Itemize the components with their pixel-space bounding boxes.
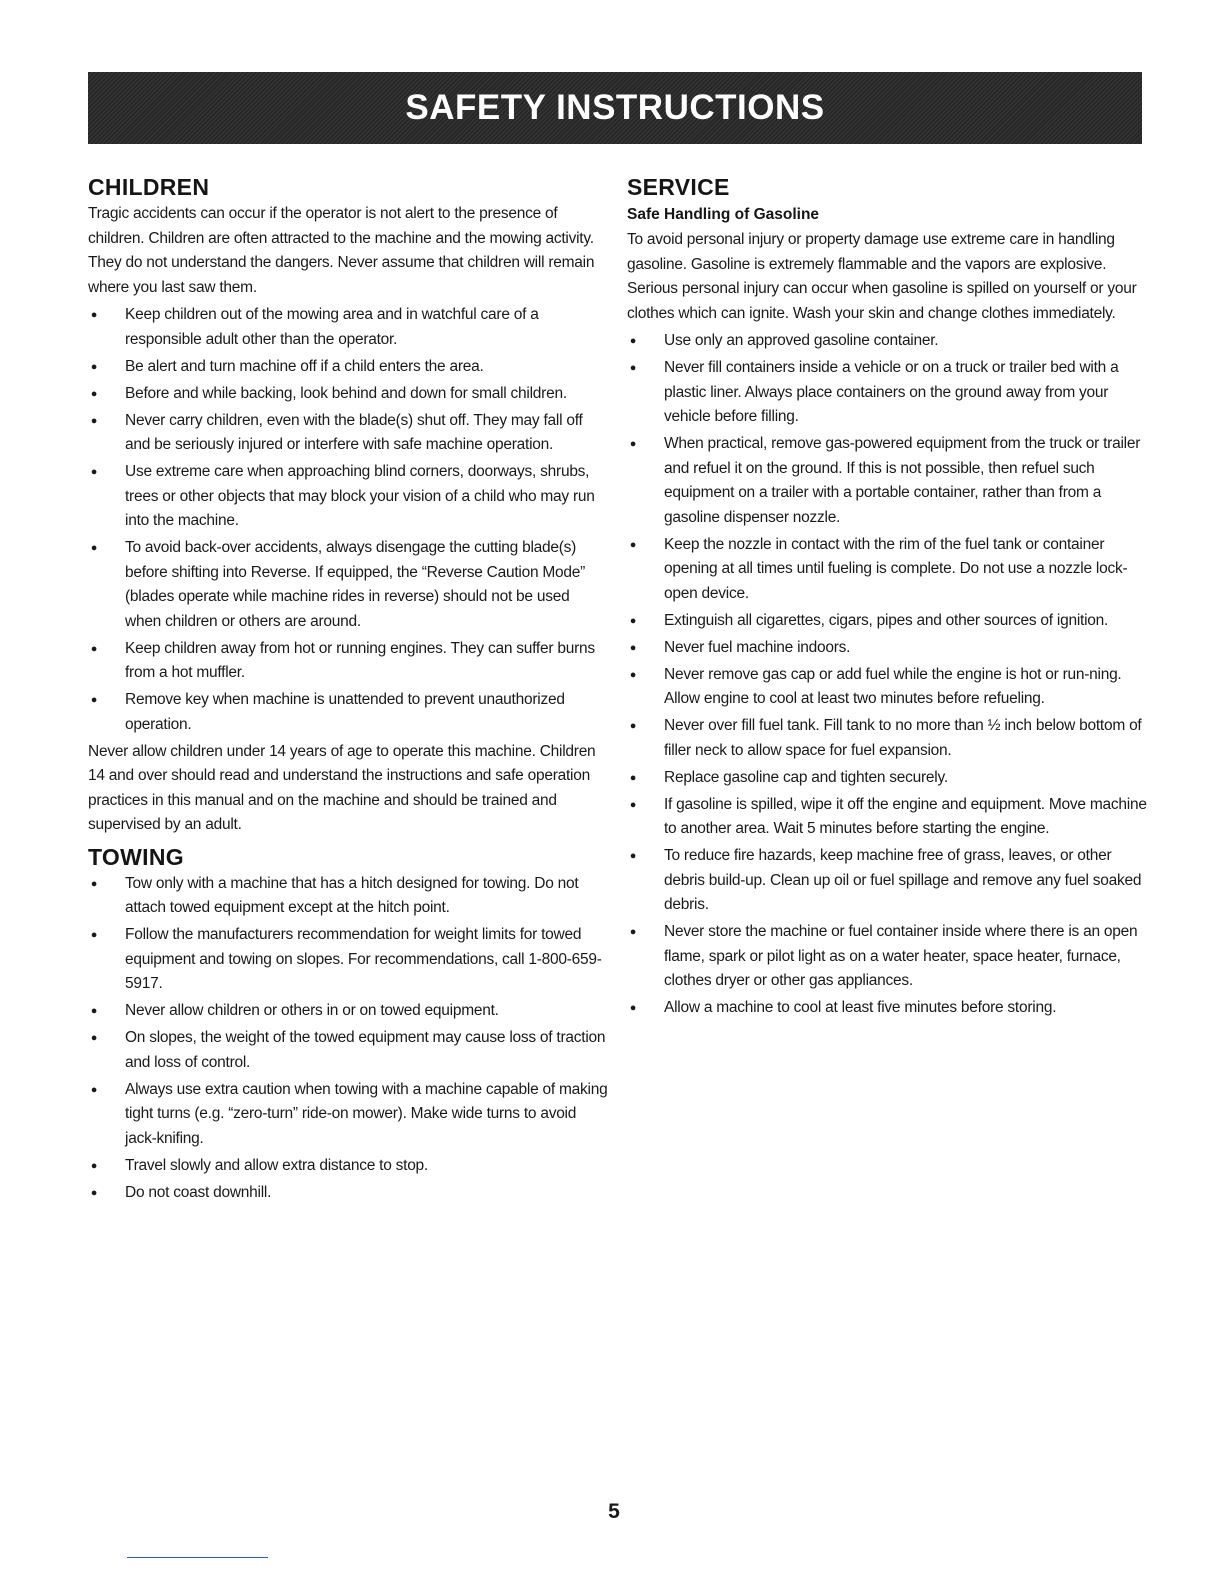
service-bullet-list bbox=[627, 329, 1147, 1021]
list-item-text: Use extreme care when approaching blind corners, doorways, shrubs, trees or other objects that may block your vision of a child who may run into the machine. bbox=[125, 463, 595, 529]
list-item bbox=[627, 636, 1147, 661]
title-banner bbox=[88, 72, 1142, 144]
list-item bbox=[88, 460, 608, 534]
list-item bbox=[627, 533, 1147, 607]
list-item bbox=[88, 1181, 608, 1206]
children-bullet-list bbox=[88, 303, 608, 737]
list-item bbox=[88, 382, 608, 407]
list-item-text: To reduce fire hazards, keep machine free of grass, leaves, or other debris build-up. Clean up oil or fuel spillage and remove any fuel soaked debris. bbox=[664, 847, 1142, 913]
towing-heading: TOWING bbox=[88, 843, 184, 870]
bullet-icon: ● bbox=[90, 877, 98, 890]
list-item-text: Allow a machine to cool at least five minutes before storing. bbox=[664, 999, 1057, 1016]
bullet-icon: ● bbox=[90, 1032, 98, 1044]
bullet-icon: ● bbox=[629, 614, 637, 627]
bullet-icon: ● bbox=[629, 1002, 637, 1014]
list-item-text: Never remove gas cap or add fuel while the engine is hot or run-ning. Allow engine to cool at least two minutes before refueling. bbox=[664, 665, 1122, 707]
bullet-icon: ● bbox=[629, 538, 637, 551]
bullet-icon: ● bbox=[90, 1005, 98, 1017]
list-item-text: Keep the nozzle in contact with the rim of the fuel tank or container opening at all times until fueling is complete. Do not use a nozzle lock-open device. bbox=[664, 535, 1128, 602]
bullet-icon: ● bbox=[629, 798, 637, 811]
children-intro: Tragic accidents can occur if the operator is not alert to the presence of children. Children are often attracted to the machine and the mowing activity. They do not understand the dangers. Never assume that children will remain where you last saw them. bbox=[88, 205, 595, 296]
bullet-icon: ● bbox=[629, 771, 637, 784]
list-item-text: Be alert and turn machine off if a child enters the area. bbox=[125, 357, 484, 375]
list-item-text: Keep children away from hot or running engines. They can suffer burns from a hot muffler. bbox=[125, 639, 595, 681]
list-item bbox=[88, 637, 608, 686]
list-item bbox=[88, 303, 608, 352]
bullet-icon: ● bbox=[90, 1083, 98, 1096]
list-item bbox=[627, 329, 1147, 354]
bullet-icon: ● bbox=[90, 360, 98, 373]
list-item bbox=[88, 536, 608, 634]
list-item bbox=[627, 793, 1147, 842]
list-item-text: Never carry children, even with the blade(s) shut off. They may fall off and be seriously injured or interfere with safe machine operation. bbox=[125, 411, 583, 453]
bullet-icon: ● bbox=[90, 414, 98, 427]
list-item-text: Never fuel machine indoors. bbox=[664, 638, 851, 656]
bullet-icon: ● bbox=[629, 438, 637, 450]
bullet-icon: ● bbox=[629, 720, 637, 732]
left-column bbox=[88, 172, 608, 1208]
list-item bbox=[88, 1078, 608, 1152]
list-item bbox=[627, 356, 1147, 430]
list-item bbox=[88, 1026, 608, 1075]
bullet-icon: ● bbox=[90, 929, 98, 941]
page-number: 5 bbox=[608, 1500, 620, 1523]
bullet-icon: ● bbox=[629, 926, 637, 938]
list-item bbox=[627, 996, 1147, 1021]
list-item bbox=[88, 409, 608, 458]
list-item bbox=[627, 844, 1147, 918]
list-item-text: Before and while backing, look behind and down for small children. bbox=[125, 384, 567, 402]
page-title: SAFETY INSTRUCTIONS bbox=[405, 88, 825, 127]
list-item-text: Never allow children or others in or on towed equipment. bbox=[125, 1002, 499, 1019]
list-item-text: Extinguish all cigarettes, cigars, pipes and other sources of ignition. bbox=[664, 611, 1109, 629]
list-item bbox=[88, 1154, 608, 1179]
list-item-text: Do not coast downhill. bbox=[125, 1183, 272, 1201]
list-item-text: Never fill containers inside a vehicle or on a truck or trailer bed with a plastic liner. Always place containers on the ground away from your vehicle before filling. bbox=[664, 359, 1119, 425]
bullet-icon: ● bbox=[90, 642, 98, 655]
list-item-text: When practical, remove gas-powered equipment from the truck or trailer and refuel it on the ground. If this is not possible, then refuel such equipment on a trailer with a portable container, rather than from a gasoline dispenser nozzle. bbox=[664, 435, 1141, 526]
bullet-icon: ● bbox=[629, 641, 637, 654]
service-subheading: Safe Handling of Gasoline bbox=[627, 206, 820, 223]
bullet-icon: ● bbox=[90, 1159, 98, 1172]
list-item-text: Keep children out of the mowing area and in watchful care of a responsible adult other than the operator. bbox=[125, 306, 539, 348]
children-outro: Never allow children under 14 years of age to operate this machine. Children 14 and over should read and understand the instructions and safe operation practices in this manual and on the machine and should be trained and supervised by an adult. bbox=[88, 742, 596, 833]
service-heading: SERVICE bbox=[627, 174, 730, 200]
list-item bbox=[627, 766, 1147, 791]
list-item-text: Always use extra caution when towing with a machine capable of making tight turns (e.g. “zero-turn” ride-on mower). Make wide turns to avoid jack-knifing. bbox=[125, 1080, 608, 1147]
bullet-icon: ● bbox=[90, 1186, 98, 1199]
children-heading: CHILDREN bbox=[88, 174, 210, 200]
bullet-icon: ● bbox=[629, 668, 637, 681]
list-item-text: Follow the manufacturers recommendation for weight limits for towed equipment and towing on slopes. For recommendations, call 1-800-659-5917. bbox=[125, 926, 602, 992]
list-item bbox=[627, 714, 1147, 763]
footer-divider bbox=[127, 1557, 268, 1558]
list-item bbox=[88, 688, 608, 737]
list-item bbox=[627, 609, 1147, 634]
bullet-icon: ● bbox=[90, 542, 98, 554]
list-item-text: Never store the machine or fuel container inside where there is an open flame, spark or pilot light as on a water heater, space heater, furnace, clothes dryer or other gas appliances. bbox=[664, 923, 1138, 989]
list-item-text: Tow only with a machine that has a hitch designed for towing. Do not attach towed equipment except at the hitch point. bbox=[125, 874, 579, 916]
bullet-icon: ● bbox=[629, 335, 637, 347]
bullet-icon: ● bbox=[90, 694, 98, 706]
list-item bbox=[627, 432, 1147, 530]
list-item bbox=[88, 923, 608, 997]
bullet-icon: ● bbox=[629, 850, 637, 862]
list-item-text: Travel slowly and allow extra distance to stop. bbox=[125, 1156, 428, 1174]
list-item-text: Use only an approved gasoline container. bbox=[664, 332, 939, 349]
bullet-icon: ● bbox=[90, 466, 98, 478]
list-item-text: If gasoline is spilled, wipe it off the engine and equipment. Move machine to another area. Wait 5 minutes before starting the engine. bbox=[664, 795, 1147, 837]
list-item-text: Never over fill fuel tank. Fill tank to no more than ½ inch below bottom of filler neck to allow space for fuel expansion. bbox=[664, 717, 1142, 759]
bullet-icon: ● bbox=[629, 362, 637, 374]
list-item bbox=[88, 872, 608, 921]
service-intro: To avoid personal injury or property damage use extreme care in handling gasoline. Gasoline is extremely flammable and the vapors are explosive. Serious personal injury can occur when gasoline is spilled on yourself or your clothes which can ignite. Wash your skin and change clothes immediately. bbox=[627, 231, 1137, 322]
right-column bbox=[627, 172, 1147, 1023]
list-item bbox=[627, 920, 1147, 994]
list-item bbox=[88, 999, 608, 1024]
list-item bbox=[88, 355, 608, 380]
list-item-text: To avoid back-over accidents, always disengage the cutting blade(s) before shifting into Reverse. If equipped, the “Reverse Caution Mode” (blades operate while machine rides in reverse) should not be used when children or others are around. bbox=[125, 539, 586, 630]
bullet-icon: ● bbox=[90, 309, 98, 321]
list-item-text: On slopes, the weight of the towed equipment may cause loss of traction and loss of control. bbox=[125, 1029, 606, 1071]
list-item bbox=[627, 663, 1147, 712]
towing-bullet-list bbox=[88, 872, 608, 1206]
list-item-text: Remove key when machine is unattended to prevent unauthorized operation. bbox=[125, 691, 565, 733]
bullet-icon: ● bbox=[90, 387, 98, 400]
list-item-text: Replace gasoline cap and tighten securely. bbox=[664, 768, 948, 786]
